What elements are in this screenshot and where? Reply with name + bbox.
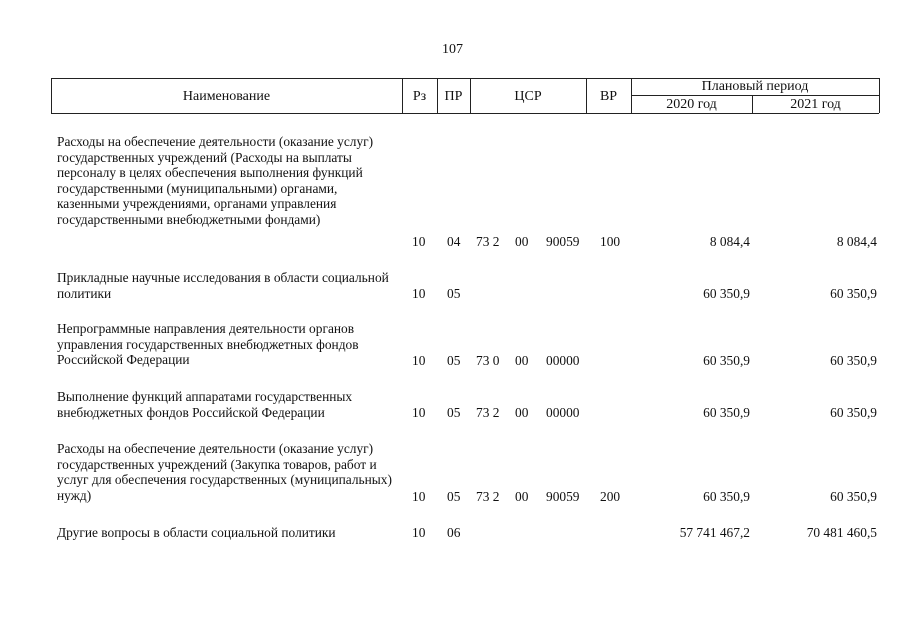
header-year-2020: 2020 год bbox=[666, 97, 717, 112]
table-row bbox=[0, 441, 905, 505]
row-value-2021: 70 481 460,5 bbox=[806, 525, 877, 541]
row-name: Расходы на обеспечение деятельности (оказание услуг) государственных учреждений (Закупка товаров, работ и услуг для обеспечения государственных (муниципальных) нужд) bbox=[57, 441, 392, 503]
page-number: 107 bbox=[442, 42, 463, 57]
row-rz: 10 bbox=[412, 286, 426, 302]
row-rz: 10 bbox=[412, 405, 426, 421]
row-csr-direction: 90059 bbox=[546, 489, 580, 505]
header-vr: ВР bbox=[599, 89, 618, 104]
row-csr-program: 73 0 bbox=[476, 353, 500, 369]
row-pr: 05 bbox=[447, 353, 461, 369]
row-value-2020: 8 084,4 bbox=[709, 234, 750, 250]
row-value-2020: 57 741 467,2 bbox=[679, 525, 750, 541]
row-value-2021: 60 350,9 bbox=[830, 489, 877, 505]
row-value-2020: 60 350,9 bbox=[703, 286, 750, 302]
table-row bbox=[0, 525, 905, 541]
row-value-2020: 60 350,9 bbox=[703, 353, 750, 369]
row-rz: 10 bbox=[412, 525, 426, 541]
row-csr-subprogram: 00 bbox=[515, 489, 529, 505]
row-csr-program: 73 2 bbox=[476, 489, 500, 505]
row-csr-program: 73 2 bbox=[476, 405, 500, 421]
header-name: Наименование bbox=[182, 89, 271, 104]
row-name: Выполнение функций аппаратами государственных внебюджетных фондов Российской Федерации bbox=[57, 389, 353, 420]
row-csr-subprogram: 00 bbox=[515, 405, 529, 421]
row-rz: 10 bbox=[412, 353, 426, 369]
header-year-2021: 2021 год bbox=[790, 97, 841, 112]
row-vr: 100 bbox=[600, 234, 621, 250]
header-period-divider bbox=[631, 95, 879, 96]
table-row bbox=[0, 389, 905, 421]
row-csr-program: 73 2 bbox=[476, 234, 500, 250]
row-pr: 06 bbox=[447, 525, 461, 541]
row-pr: 05 bbox=[447, 286, 461, 302]
row-value-2021: 8 084,4 bbox=[836, 234, 877, 250]
row-csr-direction: 00000 bbox=[546, 353, 580, 369]
row-pr: 05 bbox=[447, 489, 461, 505]
table-row bbox=[0, 321, 905, 369]
row-vr: 200 bbox=[600, 489, 621, 505]
row-value-2020: 60 350,9 bbox=[703, 489, 750, 505]
header-planned-period: Плановый период bbox=[701, 79, 809, 94]
header-right-border bbox=[879, 78, 880, 113]
row-csr-subprogram: 00 bbox=[515, 353, 529, 369]
row-csr-direction: 90059 bbox=[546, 234, 580, 250]
header-csr: ЦСР bbox=[514, 89, 542, 104]
table-row bbox=[0, 270, 905, 302]
row-name: Непрограммные направления деятельности органов управления государственных внебюджетных фондов Российской Федерации bbox=[57, 321, 359, 368]
row-rz: 10 bbox=[412, 234, 426, 250]
row-pr: 05 bbox=[447, 405, 461, 421]
row-rz: 10 bbox=[412, 489, 426, 505]
row-name: Другие вопросы в области социальной политики bbox=[57, 525, 336, 540]
table-row bbox=[0, 134, 905, 250]
row-csr-subprogram: 00 bbox=[515, 234, 529, 250]
row-value-2021: 60 350,9 bbox=[830, 405, 877, 421]
row-value-2021: 60 350,9 bbox=[830, 286, 877, 302]
row-csr-direction: 00000 bbox=[546, 405, 580, 421]
row-pr: 04 bbox=[447, 234, 461, 250]
row-name: Прикладные научные исследования в области социальной политики bbox=[57, 270, 389, 301]
header-bottom-border bbox=[51, 113, 879, 114]
header-rz: Рз bbox=[412, 89, 427, 104]
row-value-2020: 60 350,9 bbox=[703, 405, 750, 421]
row-name: Расходы на обеспечение деятельности (оказание услуг) государственных учреждений (Расходы на выплаты персоналу в целях обеспечения выполнения функций государственными (муниципальными) органами, казенными учреждениями, органами управления государственными внебюджетными фондами) bbox=[57, 134, 374, 227]
row-value-2021: 60 350,9 bbox=[830, 353, 877, 369]
header-pr: ПР bbox=[444, 89, 463, 104]
